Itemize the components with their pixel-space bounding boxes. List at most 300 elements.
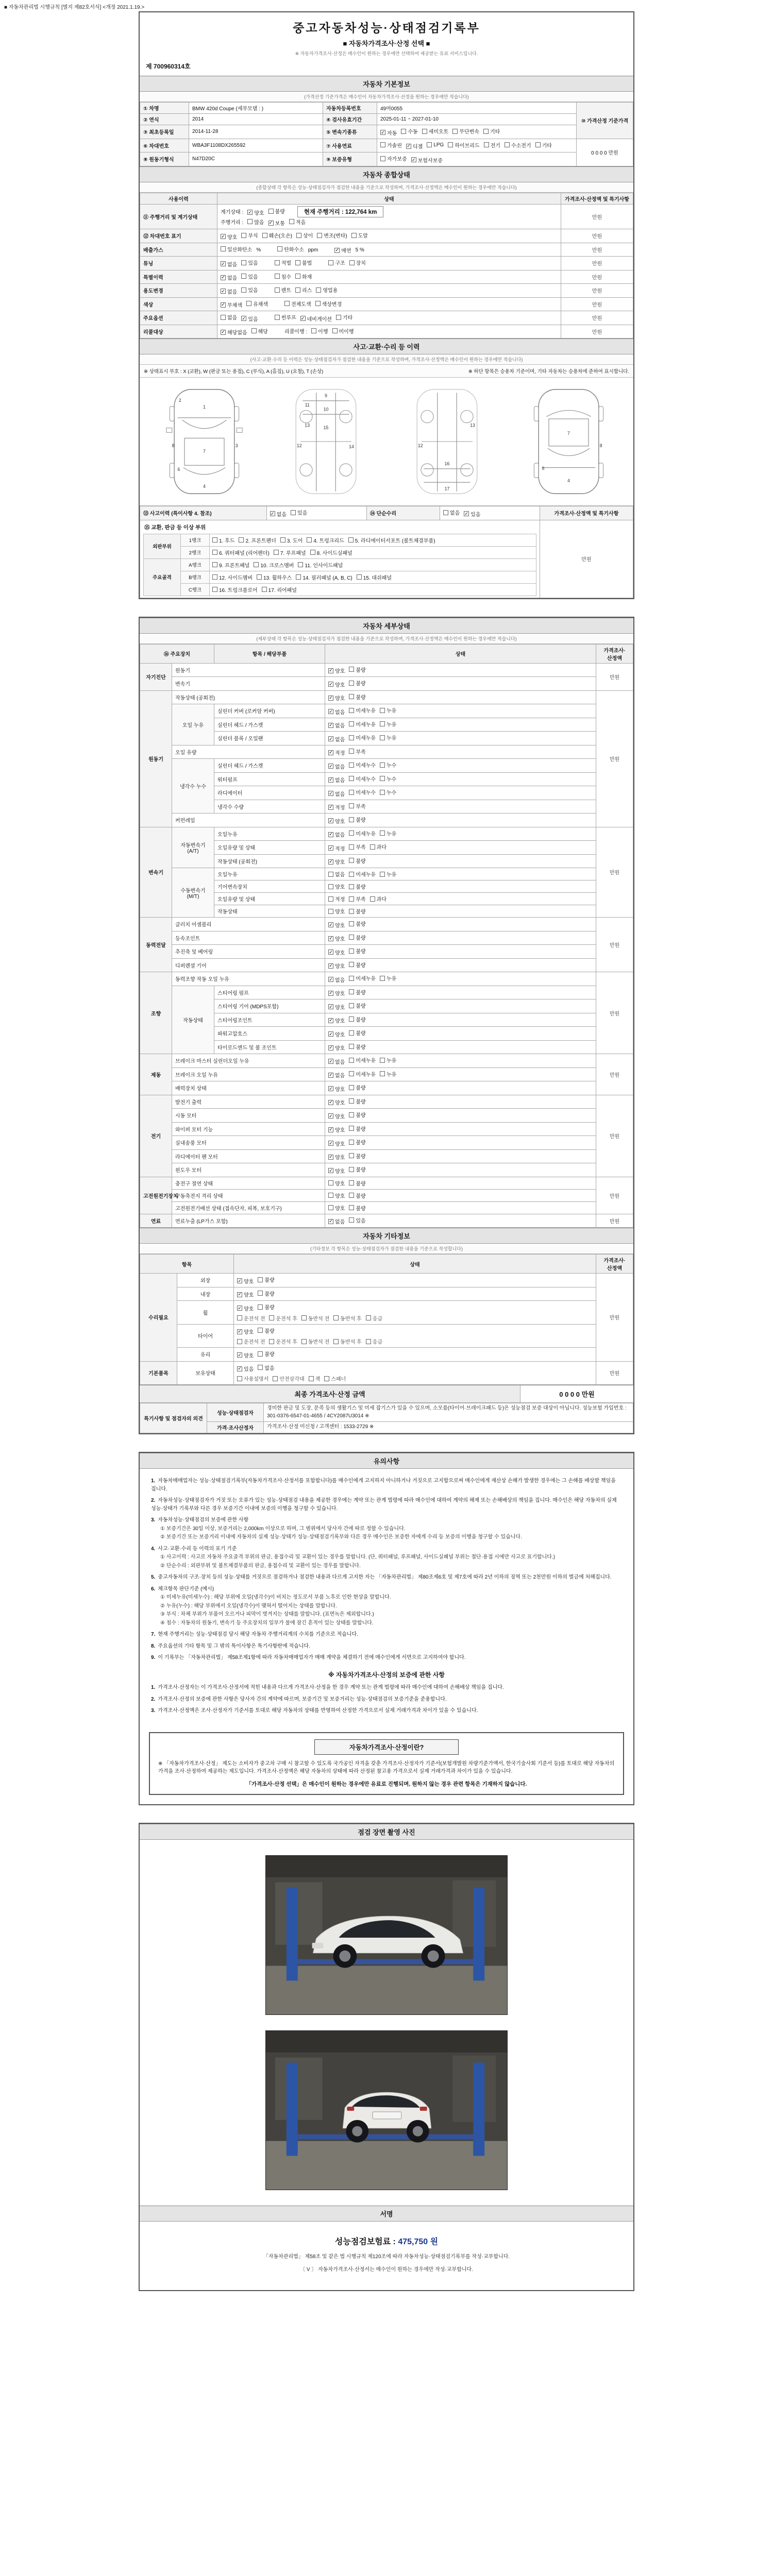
- checkbox[interactable]: [349, 1126, 354, 1131]
- checkbox[interactable]: [328, 1205, 333, 1210]
- checkbox-option[interactable]: [380, 734, 396, 741]
- checkbox-option[interactable]: [295, 259, 312, 266]
- checkbox-option[interactable]: [301, 1314, 329, 1322]
- checkbox[interactable]: ✓: [329, 708, 333, 714]
- checkbox[interactable]: [280, 537, 285, 543]
- checkbox[interactable]: [324, 1376, 329, 1381]
- checkbox-option[interactable]: [275, 286, 291, 294]
- checkbox-option[interactable]: [349, 920, 365, 927]
- checkbox-option[interactable]: [328, 721, 345, 729]
- checkbox-option[interactable]: [309, 1375, 321, 1382]
- checkbox[interactable]: [535, 142, 541, 147]
- checkbox[interactable]: [333, 1315, 339, 1320]
- checkbox-option[interactable]: [484, 141, 500, 149]
- checkbox[interactable]: [349, 921, 354, 926]
- checkbox-option[interactable]: [349, 1111, 365, 1118]
- checkbox[interactable]: [317, 233, 322, 238]
- checkbox-option[interactable]: [237, 1328, 254, 1335]
- checkbox-option[interactable]: [328, 1167, 345, 1175]
- checkbox[interactable]: ✓: [242, 315, 246, 321]
- checkbox[interactable]: ✓: [329, 804, 333, 809]
- checkbox[interactable]: ✓: [407, 143, 411, 148]
- checkbox-option[interactable]: [349, 857, 365, 865]
- checkbox[interactable]: [401, 129, 406, 134]
- checkbox[interactable]: [258, 1304, 263, 1310]
- checkbox[interactable]: [301, 1339, 307, 1344]
- checkbox-option[interactable]: [348, 536, 435, 544]
- checkbox[interactable]: [380, 762, 385, 768]
- checkbox[interactable]: [349, 735, 354, 740]
- checkbox-option[interactable]: [328, 1179, 345, 1187]
- checkbox-option[interactable]: [241, 315, 258, 323]
- checkbox[interactable]: ✓: [329, 963, 333, 968]
- checkbox-option[interactable]: [258, 1350, 274, 1358]
- checkbox[interactable]: [349, 884, 354, 889]
- checkbox-option[interactable]: [328, 790, 345, 798]
- checkbox[interactable]: [258, 1291, 263, 1296]
- checkbox[interactable]: [484, 142, 489, 147]
- checkbox-option[interactable]: [212, 549, 270, 556]
- checkbox[interactable]: [296, 233, 301, 238]
- checkbox[interactable]: ✓: [300, 315, 305, 321]
- checkbox-option[interactable]: [237, 1314, 265, 1322]
- checkbox-option[interactable]: [349, 748, 365, 755]
- checkbox-option[interactable]: [328, 762, 345, 770]
- checkbox-option[interactable]: [380, 788, 396, 796]
- checkbox-option[interactable]: [349, 1192, 365, 1199]
- checkbox[interactable]: ✓: [238, 1278, 242, 1283]
- checkbox-option[interactable]: [328, 749, 345, 756]
- checkbox-option[interactable]: [212, 586, 258, 594]
- checkbox[interactable]: [349, 1085, 354, 1090]
- checkbox-option[interactable]: [349, 1216, 365, 1224]
- checkbox-option[interactable]: [212, 536, 234, 544]
- checkbox-option[interactable]: [422, 127, 449, 135]
- checkbox[interactable]: [370, 896, 375, 902]
- checkbox[interactable]: [328, 909, 333, 914]
- checkbox-option[interactable]: [333, 1337, 361, 1345]
- checkbox[interactable]: [328, 884, 333, 889]
- checkbox[interactable]: ✓: [268, 220, 273, 225]
- checkbox[interactable]: [328, 260, 333, 265]
- checkbox-option[interactable]: [237, 1337, 265, 1345]
- checkbox-option[interactable]: [328, 989, 345, 997]
- checkbox-option[interactable]: [448, 141, 479, 149]
- checkbox[interactable]: [349, 935, 354, 940]
- checkbox[interactable]: [349, 1205, 354, 1210]
- checkbox[interactable]: ✓: [329, 949, 333, 955]
- checkbox-option[interactable]: [349, 961, 365, 969]
- checkbox[interactable]: [380, 721, 385, 726]
- checkbox-option[interactable]: [221, 260, 237, 268]
- checkbox[interactable]: [258, 1277, 263, 1282]
- checkbox[interactable]: [221, 246, 226, 251]
- checkbox-option[interactable]: [275, 259, 291, 266]
- checkbox-option[interactable]: [221, 274, 237, 281]
- checkbox[interactable]: ✓: [329, 859, 333, 864]
- checkbox[interactable]: [295, 274, 300, 279]
- checkbox[interactable]: [349, 762, 354, 768]
- checkbox[interactable]: [349, 667, 354, 672]
- checkbox[interactable]: [307, 537, 312, 543]
- checkbox-option[interactable]: [315, 300, 342, 308]
- checkbox[interactable]: [251, 328, 257, 333]
- checkbox[interactable]: [349, 1193, 354, 1198]
- checkbox-option[interactable]: [349, 1138, 365, 1146]
- checkbox-option[interactable]: [317, 231, 347, 239]
- checkbox[interactable]: [277, 246, 282, 251]
- checkbox[interactable]: [212, 537, 217, 543]
- checkbox-option[interactable]: [349, 870, 376, 878]
- checkbox-option[interactable]: [380, 155, 407, 162]
- checkbox[interactable]: [237, 1315, 242, 1320]
- checkbox[interactable]: [366, 1315, 371, 1320]
- checkbox[interactable]: ✓: [238, 1305, 242, 1311]
- checkbox-option[interactable]: [328, 708, 345, 716]
- checkbox[interactable]: [349, 803, 354, 808]
- checkbox-option[interactable]: [275, 273, 291, 280]
- checkbox-option[interactable]: [380, 720, 396, 728]
- checkbox-option[interactable]: [284, 300, 311, 308]
- checkbox-option[interactable]: [349, 1029, 365, 1037]
- checkbox-option[interactable]: [380, 141, 402, 149]
- checkbox-option[interactable]: [291, 509, 307, 516]
- checkbox[interactable]: ✓: [329, 668, 333, 673]
- checkbox[interactable]: [332, 328, 338, 333]
- checkbox[interactable]: [349, 831, 354, 836]
- checkbox[interactable]: ✓: [329, 922, 333, 927]
- checkbox[interactable]: [452, 129, 458, 134]
- checkbox-option[interactable]: [328, 1016, 345, 1024]
- checkbox[interactable]: ✓: [329, 736, 333, 741]
- checkbox-option[interactable]: [349, 829, 376, 837]
- checkbox[interactable]: [349, 976, 354, 981]
- checkbox[interactable]: ✓: [329, 1140, 333, 1146]
- checkbox-option[interactable]: [298, 561, 343, 569]
- checkbox-option[interactable]: [357, 573, 392, 581]
- checkbox-option[interactable]: [221, 245, 252, 253]
- checkbox[interactable]: [258, 1365, 263, 1370]
- checkbox[interactable]: ✓: [329, 1099, 333, 1105]
- checkbox-option[interactable]: [427, 142, 444, 148]
- checkbox-option[interactable]: [300, 315, 332, 323]
- checkbox-option[interactable]: [221, 301, 242, 309]
- checkbox-option[interactable]: [212, 561, 249, 569]
- checkbox-option[interactable]: [535, 141, 552, 149]
- checkbox-option[interactable]: [237, 1291, 254, 1298]
- checkbox-option[interactable]: [328, 1140, 345, 1147]
- checkbox-option[interactable]: [328, 1217, 345, 1225]
- checkbox-option[interactable]: [349, 1070, 376, 1078]
- checkbox-option[interactable]: [380, 1056, 396, 1064]
- checkbox[interactable]: [380, 976, 385, 981]
- checkbox[interactable]: ✓: [329, 1127, 333, 1132]
- checkbox-option[interactable]: [258, 1276, 274, 1283]
- checkbox-option[interactable]: [262, 586, 297, 594]
- checkbox[interactable]: [212, 562, 217, 567]
- checkbox[interactable]: [366, 1339, 371, 1344]
- checkbox-option[interactable]: [328, 895, 345, 903]
- checkbox-option[interactable]: [349, 1056, 376, 1064]
- checkbox[interactable]: [349, 858, 354, 863]
- checkbox-option[interactable]: [401, 127, 417, 135]
- checkbox-option[interactable]: [349, 788, 376, 796]
- checkbox-option[interactable]: [328, 1112, 345, 1120]
- checkbox[interactable]: [505, 142, 510, 147]
- checkbox-option[interactable]: [268, 219, 285, 227]
- checkbox[interactable]: [349, 948, 354, 954]
- checkbox-option[interactable]: [295, 273, 312, 280]
- checkbox-option[interactable]: [328, 1192, 345, 1199]
- checkbox-option[interactable]: [334, 246, 351, 254]
- checkbox-option[interactable]: [349, 988, 365, 996]
- checkbox[interactable]: ✓: [238, 1292, 242, 1297]
- checkbox[interactable]: ✓: [221, 302, 225, 307]
- checkbox[interactable]: [349, 989, 354, 994]
- checkbox-option[interactable]: [336, 313, 352, 321]
- checkbox[interactable]: ✓: [329, 845, 333, 851]
- checkbox[interactable]: [212, 587, 217, 592]
- checkbox-option[interactable]: [296, 231, 313, 239]
- checkbox-option[interactable]: [328, 803, 345, 811]
- checkbox-option[interactable]: [328, 831, 345, 838]
- checkbox-option[interactable]: [349, 775, 376, 783]
- checkbox-option[interactable]: [349, 883, 365, 890]
- checkbox[interactable]: [380, 776, 385, 781]
- checkbox-option[interactable]: [295, 286, 312, 294]
- checkbox[interactable]: ✓: [335, 247, 340, 252]
- checkbox-option[interactable]: [380, 761, 396, 769]
- checkbox-option[interactable]: [254, 561, 294, 569]
- checkbox-option[interactable]: [349, 816, 365, 823]
- checkbox[interactable]: [380, 708, 385, 713]
- checkbox-option[interactable]: [328, 681, 345, 688]
- checkbox[interactable]: [349, 1153, 354, 1158]
- checkbox-option[interactable]: [307, 536, 344, 544]
- checkbox-option[interactable]: [328, 1098, 345, 1106]
- checkbox-option[interactable]: [221, 313, 237, 321]
- checkbox-option[interactable]: [349, 1204, 365, 1212]
- checkbox-option[interactable]: [328, 870, 345, 878]
- checkbox-option[interactable]: [289, 218, 306, 226]
- checkbox[interactable]: [212, 550, 217, 555]
- checkbox[interactable]: [239, 537, 244, 543]
- checkbox-option[interactable]: [349, 734, 376, 741]
- checkbox-option[interactable]: [328, 1204, 345, 1212]
- checkbox-option[interactable]: [328, 1003, 345, 1011]
- checkbox[interactable]: ✓: [221, 275, 225, 280]
- checkbox-option[interactable]: [349, 259, 366, 266]
- checkbox-option[interactable]: [237, 1365, 254, 1372]
- checkbox[interactable]: [274, 550, 279, 555]
- checkbox[interactable]: [351, 233, 357, 238]
- checkbox-option[interactable]: [411, 156, 443, 164]
- checkbox[interactable]: ✓: [329, 1058, 333, 1064]
- checkbox[interactable]: [258, 1328, 263, 1333]
- checkbox-option[interactable]: [328, 817, 345, 825]
- checkbox-option[interactable]: [349, 1002, 365, 1009]
- checkbox-option[interactable]: [328, 1071, 345, 1079]
- checkbox[interactable]: ✓: [248, 209, 252, 215]
- checkbox-option[interactable]: [328, 858, 345, 866]
- checkbox[interactable]: [349, 817, 354, 822]
- checkbox-option[interactable]: [328, 976, 345, 984]
- checkbox[interactable]: [241, 274, 246, 279]
- checkbox[interactable]: [315, 301, 321, 306]
- checkbox[interactable]: [296, 574, 301, 580]
- checkbox[interactable]: [349, 1217, 354, 1223]
- checkbox[interactable]: ✓: [221, 233, 225, 239]
- checkbox[interactable]: [289, 219, 294, 224]
- checkbox[interactable]: ✓: [464, 511, 469, 516]
- checkbox-option[interactable]: [246, 300, 268, 308]
- checkbox[interactable]: [349, 896, 354, 902]
- checkbox[interactable]: [380, 735, 385, 740]
- checkbox-option[interactable]: [349, 1165, 365, 1173]
- checkbox[interactable]: [328, 872, 333, 877]
- checkbox-option[interactable]: [268, 207, 285, 215]
- checkbox[interactable]: [241, 233, 246, 238]
- checkbox[interactable]: [336, 315, 341, 320]
- checkbox[interactable]: [448, 142, 453, 147]
- checkbox[interactable]: ✓: [329, 1154, 333, 1159]
- checkbox[interactable]: [349, 909, 354, 914]
- checkbox[interactable]: [262, 587, 267, 592]
- checkbox[interactable]: [221, 315, 226, 320]
- checkbox[interactable]: ✓: [270, 511, 275, 516]
- checkbox-option[interactable]: [239, 536, 276, 544]
- checkbox-option[interactable]: [349, 1043, 365, 1050]
- checkbox[interactable]: ✓: [381, 129, 385, 135]
- checkbox-option[interactable]: [328, 935, 345, 942]
- checkbox-option[interactable]: [277, 245, 304, 253]
- checkbox-option[interactable]: [380, 829, 396, 837]
- checkbox-option[interactable]: [258, 1303, 274, 1311]
- checkbox-option[interactable]: [349, 802, 365, 810]
- checkbox-option[interactable]: [241, 259, 258, 266]
- checkbox-option[interactable]: [333, 1314, 361, 1322]
- checkbox-option[interactable]: [505, 141, 531, 149]
- checkbox-option[interactable]: [452, 127, 479, 135]
- checkbox[interactable]: [246, 301, 251, 306]
- checkbox[interactable]: ✓: [329, 1045, 333, 1050]
- checkbox[interactable]: [275, 287, 280, 293]
- checkbox-option[interactable]: [328, 735, 345, 743]
- checkbox[interactable]: ✓: [329, 976, 333, 982]
- checkbox[interactable]: [247, 219, 253, 224]
- checkbox[interactable]: ✓: [329, 763, 333, 769]
- checkbox-option[interactable]: [269, 1314, 297, 1322]
- checkbox[interactable]: ✓: [329, 990, 333, 995]
- checkbox[interactable]: ✓: [329, 832, 333, 837]
- checkbox-option[interactable]: [380, 870, 396, 878]
- checkbox-option[interactable]: [328, 1126, 345, 1133]
- checkbox[interactable]: [349, 1098, 354, 1104]
- checkbox-option[interactable]: [349, 1015, 365, 1023]
- checkbox-option[interactable]: [406, 142, 423, 150]
- checkbox[interactable]: ✓: [221, 261, 225, 266]
- checkbox-option[interactable]: [251, 327, 268, 335]
- checkbox-option[interactable]: [349, 1125, 365, 1132]
- checkbox[interactable]: [422, 129, 427, 134]
- checkbox[interactable]: ✓: [329, 1031, 333, 1037]
- checkbox-option[interactable]: [328, 694, 345, 702]
- checkbox-option[interactable]: [212, 573, 253, 581]
- checkbox-option[interactable]: [258, 1327, 274, 1334]
- checkbox-option[interactable]: [349, 679, 365, 687]
- checkbox-option[interactable]: [349, 761, 376, 769]
- checkbox-option[interactable]: [247, 209, 264, 216]
- checkbox-option[interactable]: [237, 1375, 268, 1382]
- checkbox-option[interactable]: [351, 231, 368, 239]
- checkbox-option[interactable]: [237, 1351, 254, 1359]
- checkbox-option[interactable]: [349, 706, 376, 714]
- checkbox-option[interactable]: [370, 895, 386, 903]
- checkbox[interactable]: [269, 1315, 274, 1320]
- checkbox[interactable]: ✓: [329, 695, 333, 700]
- checkbox[interactable]: [237, 1376, 242, 1381]
- checkbox-option[interactable]: [349, 843, 365, 851]
- checkbox[interactable]: [212, 574, 217, 580]
- checkbox-option[interactable]: [328, 844, 345, 852]
- checkbox[interactable]: [349, 1058, 354, 1063]
- checkbox[interactable]: ✓: [238, 1352, 242, 1358]
- checkbox[interactable]: [349, 790, 354, 795]
- checkbox[interactable]: [311, 328, 316, 333]
- checkbox-option[interactable]: [237, 1304, 254, 1312]
- checkbox[interactable]: ✓: [329, 818, 333, 823]
- checkbox[interactable]: [269, 1339, 274, 1344]
- checkbox[interactable]: [349, 1112, 354, 1117]
- checkbox[interactable]: ✓: [329, 722, 333, 727]
- checkbox-option[interactable]: [483, 127, 500, 135]
- checkbox-option[interactable]: [380, 974, 396, 982]
- checkbox-option[interactable]: [328, 907, 345, 915]
- checkbox-option[interactable]: [349, 1179, 365, 1187]
- checkbox-option[interactable]: [349, 907, 365, 915]
- checkbox[interactable]: [380, 142, 385, 147]
- checkbox[interactable]: [284, 301, 290, 306]
- checkbox[interactable]: [237, 1339, 242, 1344]
- checkbox-option[interactable]: [328, 667, 345, 674]
- checkbox-option[interactable]: [221, 287, 237, 295]
- checkbox[interactable]: [380, 156, 385, 161]
- checkbox-option[interactable]: [328, 948, 345, 956]
- checkbox-option[interactable]: [349, 895, 365, 903]
- checkbox[interactable]: ✓: [329, 1004, 333, 1009]
- checkbox[interactable]: [349, 844, 354, 850]
- checkbox-option[interactable]: [349, 666, 365, 673]
- checkbox[interactable]: [380, 831, 385, 836]
- checkbox-option[interactable]: [370, 843, 386, 851]
- checkbox[interactable]: [275, 315, 280, 320]
- checkbox-option[interactable]: [366, 1337, 382, 1345]
- checkbox[interactable]: [328, 1180, 333, 1185]
- checkbox[interactable]: ✓: [329, 1167, 333, 1173]
- checkbox[interactable]: ✓: [238, 1329, 242, 1334]
- checkbox-option[interactable]: [310, 549, 352, 556]
- checkbox-option[interactable]: [270, 510, 287, 518]
- checkbox[interactable]: [301, 1315, 307, 1320]
- checkbox[interactable]: ✓: [221, 329, 225, 334]
- checkbox[interactable]: [349, 1003, 354, 1008]
- checkbox[interactable]: [349, 962, 354, 967]
- checkbox-option[interactable]: [328, 883, 345, 890]
- checkbox[interactable]: ✓: [329, 750, 333, 755]
- checkbox-option[interactable]: [349, 947, 365, 955]
- checkbox-option[interactable]: [464, 510, 480, 518]
- checkbox-option[interactable]: [247, 218, 264, 226]
